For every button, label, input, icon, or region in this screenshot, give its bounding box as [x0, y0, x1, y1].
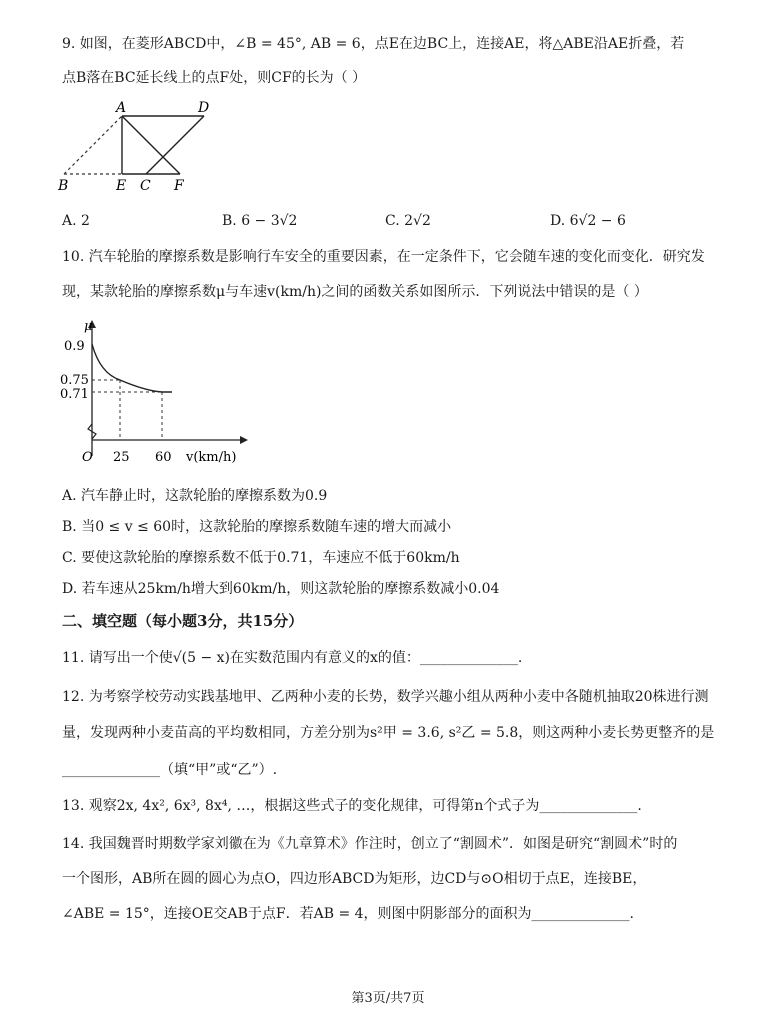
q9-label-e: E [116, 178, 127, 194]
q9-option-a: A. 2 [62, 213, 90, 229]
q9-option-b: B. 6 − 3√2 [222, 213, 298, 229]
q10-curve [92, 344, 172, 392]
q9-label-d: D [198, 100, 210, 116]
page-number: 第3页/共7页 [351, 991, 425, 1006]
q10-stem-line2: 现，某款轮胎的摩擦系数μ与车速v(km/h)之间的函数关系如图所示．下列说法中错误的是（ ） [62, 284, 648, 300]
q10-tick-075: 0.75 [60, 373, 89, 388]
q9-label-c: C [140, 178, 151, 194]
q9-label-f: F [174, 178, 184, 194]
q10-tick-25: 25 [113, 450, 130, 465]
q10-friction-graph [58, 316, 258, 476]
q14-stem-line3: ∠ABE = 15°，连接OE交AB于点F．若AB = 4，则图中阴影部分的面积为______________. [62, 906, 634, 922]
q9-edge-ba [64, 116, 122, 174]
q9-option-d: D. 6√2 − 6 [550, 213, 626, 229]
q14-stem-line1: 14. 我国魏晋时期数学家刘徽在为《九章算术》作注时，创立了“割圆术”．如图是研究“割圆术”时的 [62, 836, 678, 852]
q12-stem-line3: ______________（填“甲”或“乙”）. [62, 762, 278, 778]
q9-label-a: A [116, 100, 127, 116]
q10-origin-label: O [82, 450, 93, 465]
q12-stem-line2: 量，发现两种小麦苗高的平均数相同，方差分别为s²甲 = 3.6, s²乙 = 5.8，则这两种小麦长势更整齐的是 [62, 725, 715, 741]
q10-x-axis-arrow [240, 436, 248, 444]
q10-x-axis-label: v(km/h) [186, 450, 237, 465]
q9-edge-dc [146, 116, 204, 174]
q10-stem-line1: 10. 汽车轮胎的摩擦系数是影响行车安全的重要因素，在一定条件下，它会随车速的变化而变化．研究发 [62, 249, 705, 265]
q10-tick-09: 0.9 [64, 339, 85, 354]
q10-y-axis-label: μ [84, 319, 93, 334]
q9-edge-af [122, 116, 180, 174]
q9-label-b: B [58, 178, 69, 194]
q9-option-c: C. 2√2 [385, 213, 431, 229]
section2-heading: 二、填空题（每小题3分，共15分） [62, 612, 304, 630]
q10-tick-60: 60 [155, 450, 172, 465]
q11-stem: 11. 请写出一个使√(5 − x)在实数范围内有意义的x的值：______________. [62, 650, 523, 666]
q10-option-c: C. 要使这款轮胎的摩擦系数不低于0.71，车速应不低于60km/h [62, 550, 460, 566]
q9-stem-line1: 9. 如图，在菱形ABCD中，∠B = 45°, AB = 6，点E在边BC上，连接AE，将△ABE沿AE折叠，若 [62, 36, 685, 52]
q10-tick-071: 0.71 [60, 387, 89, 402]
q14-stem-line2: 一个图形，AB所在圆的圆心为点O，四边形ABCD为矩形，边CD与⊙O相切于点E，连接BE， [62, 871, 647, 887]
q10-option-a: A. 汽车静止时，这款轮胎的摩擦系数为0.9 [62, 488, 328, 504]
q13-stem: 13. 观察2x, 4x², 6x³, 8x⁴, …，根据这些式子的变化规律，可得第n个式子为______________. [62, 798, 642, 814]
q9-stem-line2: 点B落在BC延长线上的点F处，则CF的长为（ ） [62, 70, 367, 86]
q12-stem-line1: 12. 为考察学校劳动实践基地甲、乙两种小麦的长势，数学兴趣小组从两种小麦中各随机抽取20株进行测 [62, 689, 709, 705]
q10-option-d: D. 若车速从25km/h增大到60km/h，则这款轮胎的摩擦系数减小0.04 [62, 581, 500, 597]
q10-option-b: B. 当0 ≤ v ≤ 60时，这款轮胎的摩擦系数随车速的增大而减小 [62, 519, 452, 535]
q9-rhombus-figure [54, 98, 234, 194]
